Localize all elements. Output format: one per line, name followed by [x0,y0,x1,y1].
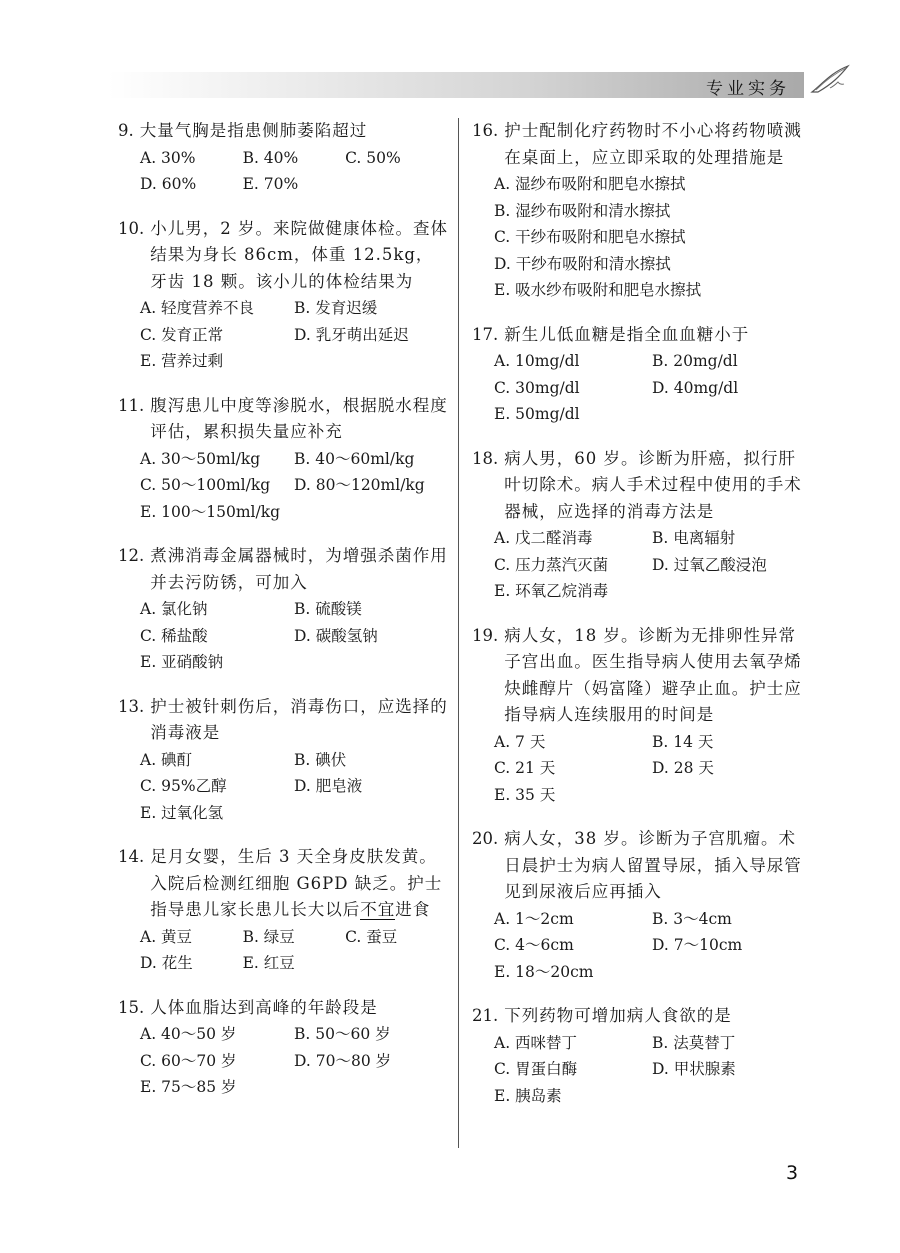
question-text: 病人女，18 岁。诊断为无排卵性异常子宫出血。医生指导病人使用去氧孕烯炔雌醇片（妈富隆）避孕止血。护士应指导病人连续服用的时间是 [504,625,802,724]
question-12 [118,543,448,676]
answer-option: C. 30mg/dl [494,378,580,397]
answer-option: E. 70% [242,175,299,193]
question-stem [472,446,810,526]
answer-option: E. 吸水纱布吸附和肥皂水擦拭 [494,281,702,299]
question-20 [472,826,810,985]
answer-option: D. 甲状腺素 [652,1060,736,1078]
question-text: 护士被针刺伤后，消毒伤口，应选择的消毒液是 [150,696,448,742]
question-number: 20. [472,829,499,848]
options-list [472,1030,810,1110]
question-text: 新生儿低血糖是指全血血糖小于 [504,324,750,344]
column-divider [458,118,459,1148]
answer-option: C. 60～70 岁 [140,1051,237,1070]
options-list [118,145,448,198]
question-text: 人体血脂达到高峰的年龄段是 [150,997,378,1017]
question-text: 病人男，60 岁。诊断为肝癌，拟行肝叶切除术。病人手术过程中使用的手术器械，应选择的消毒方法是 [504,448,802,521]
answer-option: A. 轻度营养不良 [140,299,255,317]
answer-option: A. 氯化钠 [140,600,208,618]
answer-option: B. 20mg/dl [652,352,738,370]
answer-option: D. 肥皂液 [294,777,363,795]
answer-option: B. 40% [242,148,299,167]
question-stem [118,844,448,924]
question-number: 15. [118,997,145,1017]
answer-option: A. 30% [140,148,196,167]
left-column [118,118,448,1119]
answer-option: E. 35 天 [494,785,556,804]
header-bar [108,72,804,98]
answer-option: D. 28 天 [652,759,714,777]
answer-option: E. 过氧化氢 [140,803,224,822]
question-text: 腹泻患儿中度等渗脱水，根据脱水程度评估，累积损失量应补充 [150,395,448,441]
answer-option: C. 21 天 [494,759,556,777]
answer-option: D. 乳牙萌出延迟 [294,325,409,344]
answer-option: D. 碳酸氢钠 [294,626,378,645]
page-number: 3 [786,1162,799,1184]
question-stem [118,995,448,1022]
options-list [118,446,448,526]
question-text: 大量气胸是指患侧肺萎陷超过 [139,121,368,140]
answer-option: C. 50～100ml/kg [140,476,271,494]
question-18 [472,446,810,605]
right-column [472,118,810,1127]
question-11 [118,393,448,526]
question-text-emphasis: 不宜 [360,900,396,919]
options-list [472,729,810,809]
question-text: 下列药物可增加病人食欲的是 [504,1006,732,1025]
question-number: 18. [472,448,499,468]
question-13 [118,694,448,827]
question-16 [472,118,810,304]
answer-option: B. 发育迟缓 [294,299,378,317]
question-text: 煮沸消毒金属器械时，为增强杀菌作用并去污防锈，可加入 [150,546,448,592]
question-stem [118,393,448,446]
answer-option: A. 10mg/dl [494,352,580,370]
answer-option: E. 红豆 [242,954,295,972]
options-list [118,596,448,676]
question-19 [472,623,810,809]
question-stem [472,1003,810,1030]
question-number: 12. [118,546,145,565]
question-21 [472,1003,810,1109]
answer-option: C. 发育正常 [140,325,224,344]
answer-option: D. 花生 [140,954,193,972]
options-list [118,295,448,375]
answer-option: B. 14 天 [652,732,714,751]
answer-option: A. 西咪替丁 [494,1033,578,1052]
answer-option: D. 干纱布吸附和清水擦拭 [494,254,671,273]
answer-option: E. 50mg/dl [494,405,580,423]
answer-option: D. 70～80 岁 [294,1051,392,1070]
question-text: 护士配制化疗药物时不小心将药物喷溅在桌面上，应立即采取的处理措施是 [504,121,802,167]
question-stem [118,216,448,296]
question-text: 病人女，38 岁。诊断为子宫肌瘤。术日晨护士为病人留置导尿，插入导尿管见到尿液后应再插入 [504,829,802,901]
options-list [118,747,448,827]
answer-option: C. 蚕豆 [345,927,398,946]
answer-option: E. 75～85 岁 [140,1078,237,1096]
question-number: 13. [118,696,145,716]
question-number: 10. [118,218,145,238]
question-stem [472,623,810,729]
answer-option: D. 7～10cm [652,936,743,954]
answer-option: B. 50～60 岁 [294,1025,391,1043]
question-number: 9. [118,121,134,140]
answer-option: B. 电离辐射 [652,529,736,547]
answer-option: B. 碘伏 [294,750,347,769]
answer-option: B. 40～60ml/kg [294,449,415,468]
question-stem [472,826,810,906]
answer-option: C. 胃蛋白酶 [494,1060,578,1078]
answer-option: E. 营养过剩 [140,352,224,370]
question-number: 16. [472,121,499,140]
answer-option: D. 80～120ml/kg [294,476,425,494]
answer-option: B. 硫酸镁 [294,600,362,618]
question-14 [118,844,448,977]
question-number: 14. [118,847,145,866]
question-9 [118,118,448,198]
options-list [472,906,810,986]
question-stem [118,543,448,596]
question-stem [472,118,810,171]
question-number: 21. [472,1006,499,1025]
answer-option: A. 1～2cm [494,909,574,928]
section-title: 专业实务 [706,79,790,99]
answer-option: B. 法莫替丁 [652,1033,736,1052]
answer-option: E. 亚硝酸钠 [140,653,224,671]
question-15 [118,995,448,1101]
feather-logo-icon [808,62,852,98]
answer-option: A. 碘酊 [140,750,193,769]
answer-option: D. 60% [140,175,197,193]
question-10 [118,216,448,375]
question-text-part: 进食 [395,900,431,919]
options-list [118,1021,448,1101]
answer-option: C. 4～6cm [494,936,574,954]
options-list [472,171,810,304]
options-list [118,924,448,977]
answer-option: C. 50% [345,148,401,167]
answer-option: A. 40～50 岁 [140,1025,237,1043]
answer-option: C. 稀盐酸 [140,626,208,645]
answer-option: E. 胰岛素 [494,1086,562,1105]
answer-option: A. 黄豆 [140,927,193,946]
question-text-part: 足月女婴，生后 3 天全身皮肤发黄。入院后检测红细胞 G6PD 缺乏。护士指导患儿家长患儿长大以后 [150,847,443,919]
question-text: 小儿男，2 岁。来院做健康体检。查体结果为身长 86cm，体重 12.5kg，牙齿 18 颗。该小儿的体检结果为 [150,218,448,291]
answer-option: B. 湿纱布吸附和清水擦拭 [494,201,671,220]
question-number: 11. [118,395,145,415]
answer-option: A. 湿纱布吸附和肥皂水擦拭 [494,175,686,193]
answer-option: C. 压力蒸汽灭菌 [494,555,609,574]
answer-option: E. 18～20cm [494,962,594,981]
answer-option: B. 3～4cm [652,909,732,928]
question-stem [472,322,810,349]
answer-option: C. 95%乙醇 [140,777,227,795]
answer-option: A. 7 天 [494,732,546,751]
answer-option: C. 干纱布吸附和肥皂水擦拭 [494,228,686,246]
options-list [472,348,810,428]
question-number: 17. [472,324,499,344]
answer-option: D. 40mg/dl [652,378,739,397]
question-stem [118,118,448,145]
question-number: 19. [472,625,499,645]
options-list [472,525,810,605]
question-stem [118,694,448,747]
answer-option: D. 过氧乙酸浸泡 [652,555,767,574]
answer-option: B. 绿豆 [242,927,295,946]
answer-option: A. 30～50ml/kg [140,449,261,468]
answer-option: E. 100～150ml/kg [140,502,281,521]
question-17 [472,322,810,428]
answer-option: A. 戊二醛消毒 [494,529,593,547]
question-text [150,844,448,924]
answer-option: E. 环氧乙烷消毒 [494,582,609,600]
